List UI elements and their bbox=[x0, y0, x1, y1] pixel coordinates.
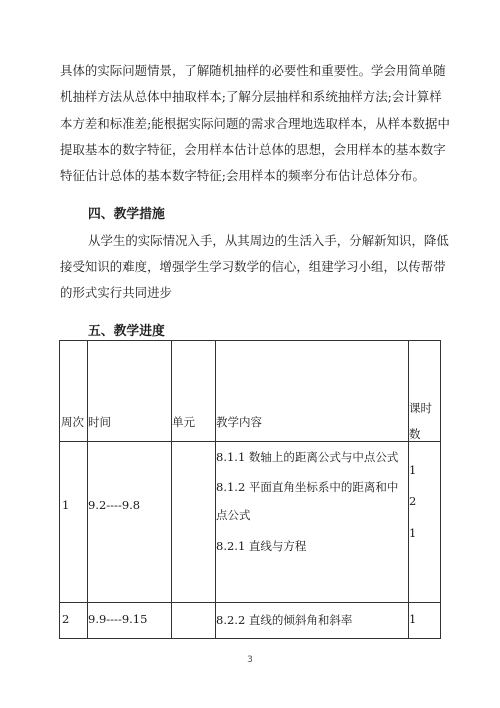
text-line: 具体的实际问题情景，了解随机抽样的必要性和重要性。学会用简单随 bbox=[60, 63, 446, 78]
text-line: 本方差和标准差;能根据实际问题的需求合理地选取样本，从样本数据中 bbox=[60, 116, 450, 131]
cell-hours: 1 bbox=[409, 526, 417, 540]
cell-week: 1 bbox=[62, 498, 70, 512]
text-line: 的形式实行共同进步 bbox=[60, 285, 172, 300]
cell-week: 2 bbox=[62, 612, 70, 626]
cell-time: 9.9----9.15 bbox=[88, 612, 148, 626]
cell-time: 9.2----9.8 bbox=[88, 498, 141, 512]
text-line: 特征估计总体的基本数字特征;会用样本的频率分布估计总体分布。 bbox=[60, 168, 426, 183]
table-row bbox=[60, 442, 441, 603]
cell-content-line: 8.2.2 直线的倾斜角和斜率 bbox=[216, 613, 353, 627]
page-number: 3 bbox=[247, 655, 253, 665]
text-line: 提取基本的数字特征，会用样本估计总体的思想，会用样本的基本数字 bbox=[60, 142, 446, 157]
text-line: 接受知识的难度，增强学生学习数学的信心，组建学习小组，以传帮带 bbox=[60, 259, 446, 274]
header-time: 时间 bbox=[88, 415, 111, 429]
schedule-table bbox=[59, 340, 441, 639]
cell-hours: 1 bbox=[409, 463, 417, 477]
section-heading: 五、教学进度 bbox=[88, 324, 165, 339]
text-line: 机抽样方法从总体中抽取样本;了解分层抽样和系统抽样方法;会计算样 bbox=[60, 89, 442, 104]
cell-content-line: 8.1.1 数轴上的距离公式与中点公式 bbox=[216, 450, 399, 464]
cell-content-line: 8.2.1 直线与方程 bbox=[216, 539, 307, 553]
header-content: 教学内容 bbox=[216, 415, 262, 429]
cell-content-line: 8.1.2 平面直角坐标系中的距离和中 bbox=[216, 480, 399, 494]
header-hours: 课时 bbox=[409, 401, 432, 415]
header-week: 周次 bbox=[61, 415, 84, 429]
table-header-row bbox=[60, 341, 441, 442]
cell-hours: 1 bbox=[409, 612, 417, 626]
cell-hours: 2 bbox=[409, 494, 417, 508]
text-line: 从学生的实际情况入手，从其周边的生活入手，分解新知识，降低 bbox=[88, 233, 449, 248]
header-unit: 单元 bbox=[172, 415, 195, 429]
header-hours: 数 bbox=[409, 427, 421, 441]
table-row bbox=[60, 603, 441, 639]
section-heading: 四、教学措施 bbox=[88, 207, 165, 222]
cell-content-line: 点公式 bbox=[216, 508, 251, 522]
